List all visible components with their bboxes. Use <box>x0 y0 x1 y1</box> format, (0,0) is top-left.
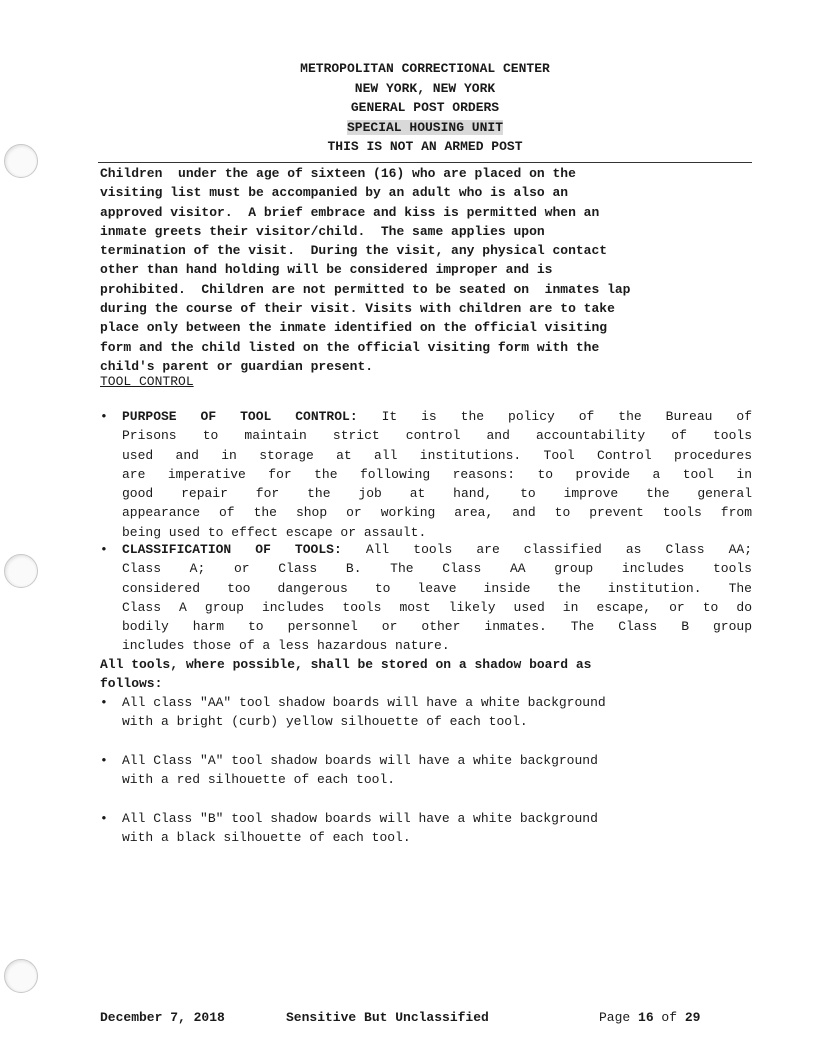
text-line: inmate greets their visitor/child. The same applies upon <box>100 223 545 239</box>
bullet-icon: • <box>100 542 108 557</box>
text-line: visiting list must be accompanied by an adult who is also an <box>100 185 569 201</box>
line-text: used and in storage at all institutions. Tool Control procedures <box>122 447 752 463</box>
text-line <box>122 540 752 559</box>
footer-date: December 7, 2018 <box>100 1010 225 1025</box>
visiting-paragraph <box>100 164 760 376</box>
text-line: with a black silhouette of each tool. <box>122 830 411 846</box>
text-line <box>122 579 752 598</box>
text-line <box>122 465 752 484</box>
shadow-bullet-a <box>100 751 752 790</box>
text-line <box>122 503 752 522</box>
document-header <box>98 59 752 157</box>
highlighted-unit: SPECIAL HOUSING UNIT <box>346 119 504 135</box>
text-line <box>122 598 752 617</box>
line-text: Prisons to maintain strict control and accountability of tools <box>122 428 752 444</box>
text-line <box>122 617 752 636</box>
line-text: being used to effect escape or assault. <box>122 524 427 540</box>
line-text: Class A group includes tools most likely used in escape, or to do <box>122 599 752 615</box>
text-line: child's parent or guardian present. <box>100 358 374 374</box>
bullet-purpose <box>100 407 752 542</box>
header-line <box>98 118 752 138</box>
line-text: It is the policy of the Bureau of <box>381 409 752 424</box>
text-line: approved visitor. A brief embrace and kiss is permitted when an <box>100 204 600 220</box>
binder-hole <box>4 959 38 993</box>
text-line: with a bright (curb) yellow silhouette of each tool. <box>122 714 528 730</box>
header-line: METROPOLITAN CORRECTIONAL CENTER <box>300 61 550 76</box>
text-line: place only between the inmate identified on the official visiting <box>100 320 608 336</box>
total-pages: 29 <box>684 1010 701 1025</box>
shadow-board-intro <box>100 655 760 694</box>
line-text: good repair for the job at hand, to improve the general <box>122 486 752 502</box>
page-of: of <box>653 1010 685 1025</box>
page-prefix: Page <box>599 1010 639 1025</box>
text-line: other than hand holding will be considered improper and is <box>100 262 553 278</box>
shadow-bullet-aa <box>100 693 752 732</box>
text-line: All Class "A" tool shadow boards will have a white background <box>122 753 598 768</box>
bullet-icon: • <box>100 753 108 768</box>
line-text: bodily harm to personnel or other inmates. The Class B group <box>122 619 752 635</box>
text-line: with a red silhouette of each tool. <box>122 772 396 788</box>
text-line: termination of the visit. During the visit, any physical contact <box>100 243 608 259</box>
header-line: GENERAL POST ORDERS <box>350 100 500 115</box>
text-line: follows: <box>100 676 163 692</box>
text-line: All class "AA" tool shadow boards will have a white background <box>122 695 606 710</box>
footer-classification: Sensitive But Unclassified <box>286 1010 489 1025</box>
text-line: form and the child listed on the official visiting form with the <box>100 339 600 355</box>
text-line <box>122 407 752 426</box>
line-text: considered too dangerous to leave inside the institution. The <box>122 580 752 596</box>
bullet-classification <box>100 540 752 656</box>
header-line: NEW YORK, NEW YORK <box>354 80 496 96</box>
text-line <box>122 426 752 445</box>
text-line: prohibited. Children are not permitted to be seated on inmates lap <box>100 281 631 297</box>
bullet-label: PURPOSE OF TOOL CONTROL: <box>122 409 358 424</box>
line-text: includes those of a less hazardous nature. <box>122 638 450 654</box>
text-line: during the course of their visit. Visits with children are to take <box>100 301 615 317</box>
text-line: Children under the age of sixteen (16) who are placed on the <box>100 166 576 181</box>
text-line <box>122 559 752 578</box>
line-text: All tools are classified as Class AA; <box>365 542 752 557</box>
line-text: are imperative for the following reasons: to provide a tool in <box>122 466 752 482</box>
text-line: All tools, where possible, shall be stored on a shadow board as <box>100 657 592 672</box>
binder-hole <box>4 554 38 588</box>
shadow-bullet-b <box>100 809 752 848</box>
bullet-icon: • <box>100 409 108 424</box>
header-rule <box>98 162 752 163</box>
text-line <box>122 484 752 503</box>
text-line <box>122 636 752 655</box>
text-line: All Class "B" tool shadow boards will have a white background <box>122 811 598 826</box>
line-text: Class A; or Class B. The Class AA group includes tools <box>122 561 752 577</box>
bullet-icon: • <box>100 695 108 710</box>
binder-hole <box>4 144 38 178</box>
footer-page-number <box>599 1010 700 1025</box>
bullet-label: CLASSIFICATION OF TOOLS: <box>122 542 342 557</box>
header-line: THIS IS NOT AN ARMED POST <box>327 139 523 154</box>
current-page: 16 <box>638 1010 654 1025</box>
section-heading: TOOL CONTROL <box>100 374 194 389</box>
bullet-icon: • <box>100 811 108 826</box>
line-text: appearance of the shop or working area, and to prevent tools from <box>122 505 752 521</box>
text-line <box>122 446 752 465</box>
